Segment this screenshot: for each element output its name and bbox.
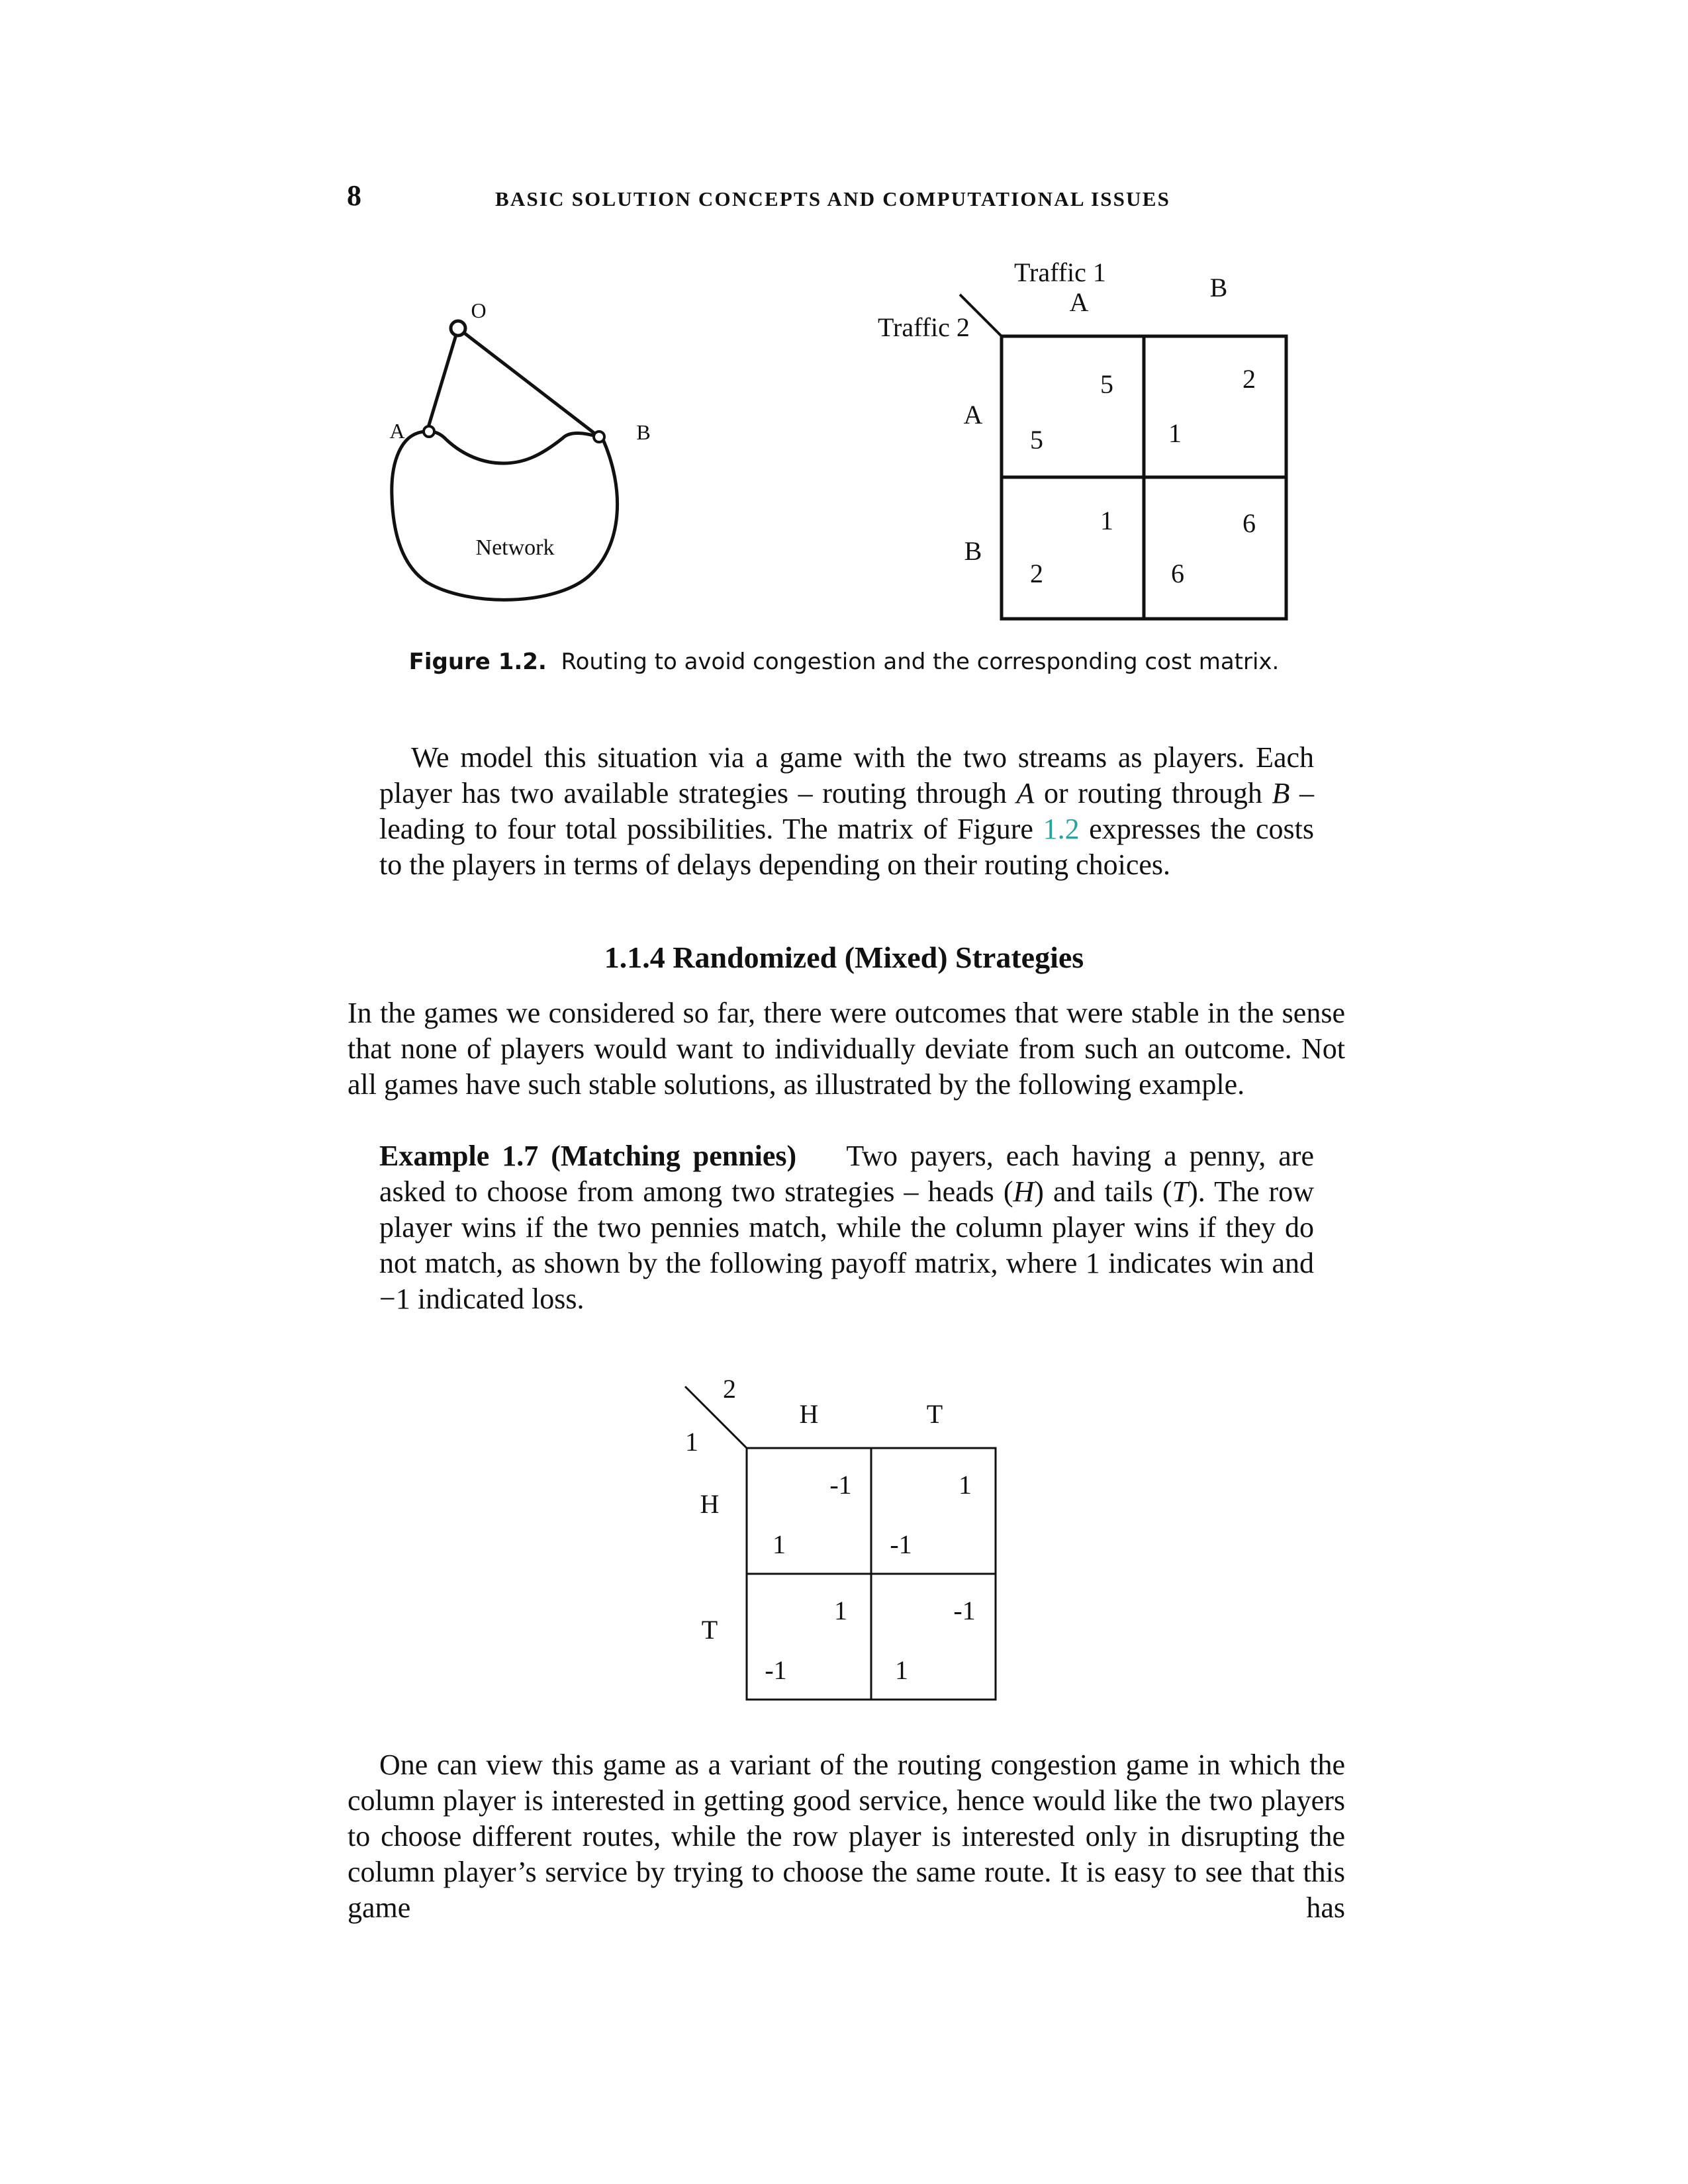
p1-var-a: A xyxy=(1016,777,1035,809)
column-player-label: 2 xyxy=(723,1374,736,1404)
cell-ba-top: 1 xyxy=(1100,506,1113,535)
example-text-a: Two payers, each having a penny, are asked to choose from among two strategies – heads ( xyxy=(379,1140,1314,1208)
cell-th-top: 1 xyxy=(834,1596,847,1625)
cell-ht-bottom: -1 xyxy=(890,1529,912,1559)
cell-ba-bottom: 2 xyxy=(1030,559,1043,588)
payoff-matrix xyxy=(662,1363,1019,1707)
cell-bb-bottom: 6 xyxy=(1171,559,1184,588)
row-b-label: B xyxy=(964,536,982,566)
cell-ht-top: 1 xyxy=(959,1470,972,1500)
cell-tt-top: -1 xyxy=(953,1596,976,1625)
row-player-label: 1 xyxy=(685,1427,698,1457)
col-b-label: B xyxy=(1209,273,1228,302)
cell-aa-top: 5 xyxy=(1100,369,1113,399)
example-label: Example 1.7 (Matching pennies) xyxy=(379,1140,797,1172)
node-b-circle xyxy=(594,432,604,442)
example-matching-pennies xyxy=(379,1138,1314,1317)
cost-matrix xyxy=(861,251,1324,629)
network-blob xyxy=(392,432,618,600)
p1-text-b: or routing through xyxy=(1034,777,1272,809)
figure-caption xyxy=(0,649,1688,675)
cell-bb-top: 6 xyxy=(1243,508,1256,538)
running-header: BASIC SOLUTION CONCEPTS AND COMPUTATIONAL ISSUES xyxy=(495,187,1171,210)
example-text-c: ). The row player wins if the two pennies match, while the column player wins if they do not match, as shown by the following payoff matrix, where 1 indicates win and −1 indicated loss. xyxy=(379,1175,1314,1315)
cell-hh-bottom: 1 xyxy=(773,1529,786,1559)
section-heading: 1.1.4 Randomized (Mixed) Strategies xyxy=(604,940,1084,974)
edge-o-a xyxy=(427,328,458,432)
p1-text-c: – leading to four total possibilities. The matrix of Figure xyxy=(379,777,1314,845)
row-h-label: H xyxy=(700,1489,720,1519)
cell-th-bottom: -1 xyxy=(765,1655,787,1685)
col-a-label: A xyxy=(1069,287,1089,317)
row-a-label: A xyxy=(963,400,983,430)
network-label: Network xyxy=(475,535,555,560)
edge-o-b xyxy=(458,328,599,437)
row-t-label: T xyxy=(701,1615,718,1645)
figure-caption-label: Figure 1.2. xyxy=(408,649,547,675)
p1-text-d: expresses the costs to the players in terms of delays depending on their routing choices. xyxy=(379,813,1314,881)
figure-ref-link[interactable]: 1.2 xyxy=(1043,813,1080,845)
col-h-label: H xyxy=(799,1399,819,1429)
cell-ab-top: 2 xyxy=(1243,364,1256,394)
node-o-circle xyxy=(451,321,465,336)
cell-ab-bottom: 1 xyxy=(1168,418,1182,448)
traffic1-label: Traffic 1 xyxy=(1014,257,1106,287)
cell-aa-bottom: 5 xyxy=(1030,425,1043,455)
figure-caption-text: Routing to avoid congestion and the corresponding cost matrix. xyxy=(561,649,1280,675)
paragraph-variant: One can view this game as a variant of the routing congestion game in which the column player is interested in getting good service, hence would like the two players to choose different routes, while the row player is interested only in disrupting the column player’s service by trying to choose the same route. It is easy to see that this game has xyxy=(348,1749,1345,1924)
example-var-h: H xyxy=(1013,1175,1035,1208)
paragraph-model xyxy=(379,740,1314,883)
node-o-label: O xyxy=(471,298,487,322)
example-text-b: ) and tails ( xyxy=(1034,1175,1172,1208)
cell-tt-bottom: 1 xyxy=(895,1655,908,1685)
p1-var-b: B xyxy=(1272,777,1290,809)
paragraph-intro: In the games we considered so far, there were outcomes that were stable in the sense that none of players would want to individually deviate from such an outcome. Not all games have such stable solutions, as illustrated by the following example. xyxy=(348,997,1345,1101)
node-a-label: A xyxy=(389,419,405,443)
col-t-label: T xyxy=(926,1399,943,1429)
p1-text-a: We model this situation via a game with the two streams as players. Each player has two available strategies – routing through xyxy=(379,741,1314,809)
network-diagram xyxy=(371,291,662,609)
node-b-label: B xyxy=(636,420,651,444)
cell-hh-top: -1 xyxy=(829,1470,852,1500)
page-number: 8 xyxy=(347,179,361,212)
traffic2-label: Traffic 2 xyxy=(878,312,970,342)
example-var-t: T xyxy=(1172,1175,1189,1208)
node-a-circle xyxy=(424,426,434,437)
